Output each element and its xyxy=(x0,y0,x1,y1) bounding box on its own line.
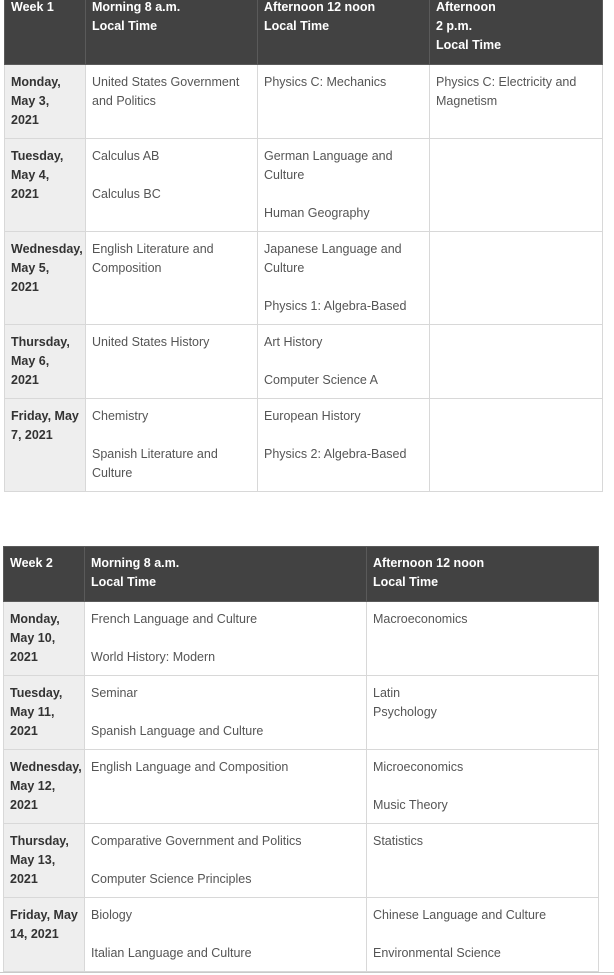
day-cell xyxy=(5,139,86,232)
day-cell xyxy=(4,750,85,824)
exam-cell xyxy=(258,65,430,139)
day-cell xyxy=(5,65,86,139)
cell-text-line: Seminar xyxy=(91,686,138,700)
cell-text-line: 2021 xyxy=(10,650,38,664)
cell-text-line: Human Geography xyxy=(264,206,370,220)
exam-cell xyxy=(258,399,430,492)
table-row xyxy=(4,898,599,972)
exam-cell xyxy=(367,676,599,750)
time-slot-header xyxy=(258,0,430,65)
cell-text-line: Week 1 xyxy=(11,0,54,14)
cell-text-line: Friday, May xyxy=(10,908,78,922)
week-2-schedule-table xyxy=(3,546,599,972)
table-row xyxy=(4,676,599,750)
cell-text-line: Art History xyxy=(264,335,323,349)
cell-text-line: Friday, May xyxy=(11,409,79,423)
table-row xyxy=(5,232,603,325)
exam-cell xyxy=(430,232,603,325)
day-cell xyxy=(4,602,85,676)
cell-text-line: Culture xyxy=(92,466,133,480)
exam-cell xyxy=(367,750,599,824)
cell-text-line: Physics C: Mechanics xyxy=(264,75,387,89)
cell-text-line: Morning 8 a.m. xyxy=(92,0,181,14)
cell-text-line: 2021 xyxy=(10,724,38,738)
cell-text-line: Psychology xyxy=(373,705,437,719)
exam-separator xyxy=(91,703,360,722)
cell-text-line: 2021 xyxy=(10,872,38,886)
cell-text-line: Latin xyxy=(373,686,401,700)
cell-text-line: 7, 2021 xyxy=(11,428,53,442)
cell-text-line: May 4, xyxy=(11,168,50,182)
table-row xyxy=(4,750,599,824)
cell-text-line: 2021 xyxy=(11,187,39,201)
cell-text-line: French Language and Culture xyxy=(91,612,258,626)
cell-text-line: Computer Science A xyxy=(264,373,378,387)
exam-cell xyxy=(258,232,430,325)
cell-text-line: English Literature and xyxy=(92,242,214,256)
table-row xyxy=(5,139,603,232)
exam-separator xyxy=(91,925,360,944)
cell-text-line: Thursday, xyxy=(10,834,69,848)
cell-text-line: Macroeconomics xyxy=(373,612,468,626)
week-header xyxy=(5,0,86,65)
cell-text-line: Japanese Language and xyxy=(264,242,402,256)
cell-text-line: May 6, xyxy=(11,354,50,368)
cell-text-line: Week 2 xyxy=(10,556,53,570)
cell-text-line: May 3, xyxy=(11,94,50,108)
exam-cell xyxy=(367,898,599,972)
cell-text-line: Music Theory xyxy=(373,798,448,812)
cell-text-line: Monday, xyxy=(10,612,60,626)
cell-text-line: World History: Modern xyxy=(91,650,216,664)
cell-text-line: Monday, xyxy=(11,75,61,89)
page-bottom-divider xyxy=(0,972,614,973)
cell-text-line: Local Time xyxy=(92,19,158,33)
exam-cell xyxy=(258,139,430,232)
exam-separator xyxy=(92,166,251,185)
cell-text-line: Afternoon xyxy=(436,0,496,14)
cell-text-line: Environmental Science xyxy=(373,946,501,960)
cell-text-line: May 11, xyxy=(10,705,55,719)
exam-separator xyxy=(92,426,251,445)
exam-separator xyxy=(264,352,423,371)
cell-text-line: Italian Language and Culture xyxy=(91,946,252,960)
cell-text-line: Local Time xyxy=(436,38,502,52)
table-row xyxy=(5,65,603,139)
table-row xyxy=(5,399,603,492)
cell-text-line: Spanish Language and Culture xyxy=(91,724,264,738)
cell-text-line: Tuesday, xyxy=(11,149,64,163)
cell-text-line: Thursday, xyxy=(11,335,70,349)
cell-text-line: European History xyxy=(264,409,361,423)
cell-text-line: Culture xyxy=(264,168,305,182)
cell-text-line: Local Time xyxy=(264,19,330,33)
exam-separator xyxy=(91,629,360,648)
exam-cell xyxy=(258,325,430,399)
exam-cell xyxy=(85,750,367,824)
cell-text-line: and Politics xyxy=(92,94,156,108)
cell-text-line: 14, 2021 xyxy=(10,927,59,941)
table-row xyxy=(4,824,599,898)
exam-cell xyxy=(86,399,258,492)
exam-separator xyxy=(264,426,423,445)
time-slot-header xyxy=(367,547,599,602)
cell-text-line: Chemistry xyxy=(92,409,149,423)
cell-text-line: Afternoon 12 noon xyxy=(373,556,485,570)
cell-text-line: Calculus AB xyxy=(92,149,160,163)
cell-text-line: Spanish Literature and xyxy=(92,447,218,461)
cell-text-line: Local Time xyxy=(373,575,439,589)
day-cell xyxy=(5,232,86,325)
exam-cell xyxy=(367,824,599,898)
exam-separator xyxy=(264,278,423,297)
cell-text-line: Physics 1: Algebra-Based xyxy=(264,299,407,313)
exam-cell xyxy=(430,139,603,232)
cell-text-line: 2021 xyxy=(10,798,38,812)
exam-cell xyxy=(85,676,367,750)
exam-cell xyxy=(430,399,603,492)
exam-cell xyxy=(367,602,599,676)
exam-cell xyxy=(85,602,367,676)
exam-separator xyxy=(373,925,592,944)
exam-separator xyxy=(91,851,360,870)
cell-text-line: Physics 2: Algebra-Based xyxy=(264,447,407,461)
cell-text-line: May 5, xyxy=(11,261,50,275)
exam-separator xyxy=(264,185,423,204)
header-row xyxy=(5,0,603,65)
cell-text-line: May 10, xyxy=(10,631,56,645)
cell-text-line: Tuesday, xyxy=(10,686,63,700)
cell-text-line: 2021 xyxy=(11,373,39,387)
cell-text-line: 2021 xyxy=(11,113,39,127)
day-cell xyxy=(4,898,85,972)
cell-text-line: Wednesday, xyxy=(10,760,82,774)
exam-cell xyxy=(430,65,603,139)
cell-text-line: Physics C: Electricity and xyxy=(436,75,577,89)
day-cell xyxy=(5,399,86,492)
cell-text-line: Magnetism xyxy=(436,94,498,108)
header-row xyxy=(4,547,599,602)
week-header xyxy=(4,547,85,602)
cell-text-line: United States History xyxy=(92,335,210,349)
exam-cell xyxy=(86,65,258,139)
cell-text-line: Chinese Language and Culture xyxy=(373,908,547,922)
cell-text-line: 2021 xyxy=(11,280,39,294)
cell-text-line: Calculus BC xyxy=(92,187,161,201)
cell-text-line: May 13, xyxy=(10,853,56,867)
cell-text-line: Computer Science Principles xyxy=(91,872,252,886)
cell-text-line: Comparative Government and Politics xyxy=(91,834,302,848)
cell-text-line: Wednesday, xyxy=(11,242,83,256)
time-slot-header xyxy=(85,547,367,602)
exam-separator xyxy=(373,777,592,796)
cell-text-line: English Language and Composition xyxy=(91,760,289,774)
cell-text-line: United States Government xyxy=(92,75,240,89)
day-cell xyxy=(5,325,86,399)
time-slot-header xyxy=(86,0,258,65)
day-cell xyxy=(4,676,85,750)
cell-text-line: German Language and xyxy=(264,149,393,163)
cell-text-line: Morning 8 a.m. xyxy=(91,556,180,570)
cell-text-line: Biology xyxy=(91,908,132,922)
day-cell xyxy=(4,824,85,898)
exam-cell xyxy=(85,824,367,898)
cell-text-line: 2 p.m. xyxy=(436,19,473,33)
exam-cell xyxy=(85,898,367,972)
table-row xyxy=(4,602,599,676)
cell-text-line: Afternoon 12 noon xyxy=(264,0,376,14)
exam-cell xyxy=(430,325,603,399)
table-row xyxy=(5,325,603,399)
cell-text-line: May 12, xyxy=(10,779,56,793)
time-slot-header xyxy=(430,0,603,65)
cell-text-line: Composition xyxy=(92,261,162,275)
cell-text-line: Statistics xyxy=(373,834,424,848)
week-1-schedule-table xyxy=(4,0,603,492)
exam-cell xyxy=(86,232,258,325)
cell-text-line: Culture xyxy=(264,261,305,275)
cell-text-line: Microeconomics xyxy=(373,760,464,774)
exam-cell xyxy=(86,139,258,232)
exam-cell xyxy=(86,325,258,399)
cell-text-line: Local Time xyxy=(91,575,157,589)
